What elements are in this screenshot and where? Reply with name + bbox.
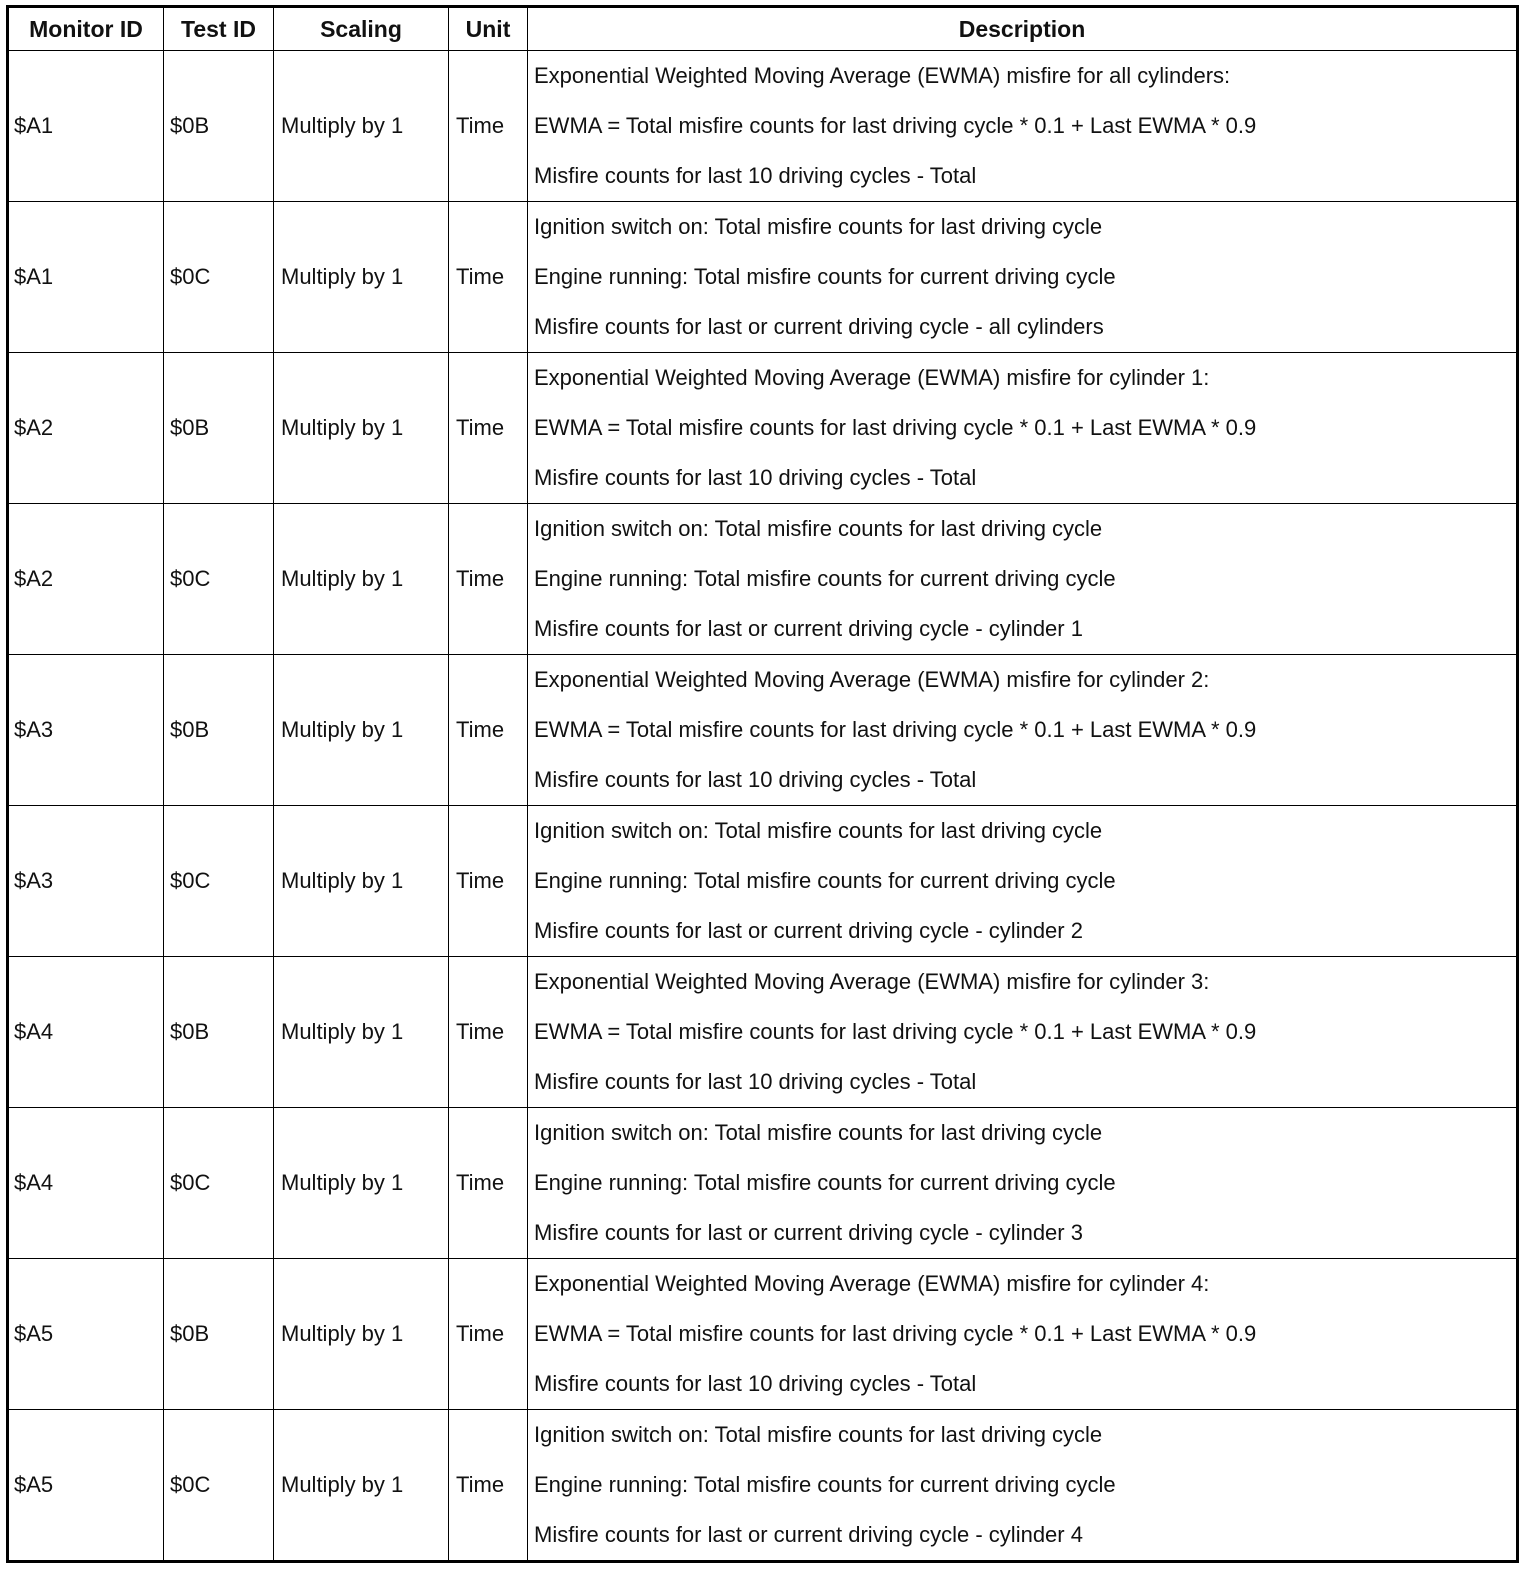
table-row: [8, 1108, 1518, 1259]
description-cell: [528, 504, 1518, 655]
test-id-cell: $0B: [164, 353, 274, 504]
description-line: Misfire counts for last or current driving cycle - cylinder 2: [534, 918, 1083, 943]
monitor-id-cell: $A3: [8, 806, 164, 957]
table-row: [8, 504, 1518, 655]
unit-cell: Time: [449, 957, 528, 1108]
scaling-cell: Multiply by 1: [274, 202, 449, 353]
description-line: Ignition switch on: Total misfire counts for last driving cycle: [534, 1120, 1103, 1145]
monitor-id-cell: $A5: [8, 1259, 164, 1410]
header-test-id: Test ID: [164, 7, 274, 51]
description-cell: [528, 353, 1518, 504]
monitor-test-table: [6, 5, 1519, 1563]
table-row: [8, 353, 1518, 504]
unit-cell: Time: [449, 806, 528, 957]
description-line: Exponential Weighted Moving Average (EWMA) misfire for cylinder 3:: [534, 969, 1210, 994]
description-line: Engine running: Total misfire counts for current driving cycle: [534, 264, 1116, 289]
unit-cell: Time: [449, 1410, 528, 1562]
test-id-cell: $0B: [164, 655, 274, 806]
description-cell: [528, 51, 1518, 202]
scaling-cell: Multiply by 1: [274, 1410, 449, 1562]
description-line: EWMA = Total misfire counts for last driving cycle * 0.1 + Last EWMA * 0.9: [534, 1321, 1257, 1346]
description-line: Ignition switch on: Total misfire counts for last driving cycle: [534, 818, 1103, 843]
description-line: Misfire counts for last 10 driving cycles - Total: [534, 767, 977, 792]
monitor-id-cell: $A1: [8, 202, 164, 353]
description-line: Engine running: Total misfire counts for current driving cycle: [534, 1472, 1116, 1497]
description-cell: [528, 655, 1518, 806]
description-cell: [528, 202, 1518, 353]
table-row: [8, 806, 1518, 957]
description-line: Exponential Weighted Moving Average (EWMA) misfire for cylinder 1:: [534, 365, 1210, 390]
description-line: Ignition switch on: Total misfire counts for last driving cycle: [534, 214, 1103, 239]
table-row: [8, 655, 1518, 806]
scaling-cell: Multiply by 1: [274, 51, 449, 202]
scaling-cell: Multiply by 1: [274, 1259, 449, 1410]
header-monitor-id: Monitor ID: [8, 7, 164, 51]
table-row: [8, 1259, 1518, 1410]
unit-cell: Time: [449, 655, 528, 806]
description-line: Engine running: Total misfire counts for current driving cycle: [534, 1170, 1116, 1195]
scaling-cell: Multiply by 1: [274, 504, 449, 655]
unit-cell: Time: [449, 202, 528, 353]
description-line: Ignition switch on: Total misfire counts for last driving cycle: [534, 1422, 1103, 1447]
header-description: Description: [528, 7, 1518, 51]
description-line: Ignition switch on: Total misfire counts for last driving cycle: [534, 516, 1103, 541]
table-row: [8, 957, 1518, 1108]
description-line: Engine running: Total misfire counts for current driving cycle: [534, 566, 1116, 591]
monitor-id-cell: $A2: [8, 353, 164, 504]
header-scaling: Scaling: [274, 7, 449, 51]
unit-cell: Time: [449, 504, 528, 655]
scaling-cell: Multiply by 1: [274, 957, 449, 1108]
monitor-id-cell: $A2: [8, 504, 164, 655]
test-id-cell: $0B: [164, 51, 274, 202]
monitor-id-cell: $A1: [8, 51, 164, 202]
table-row: [8, 51, 1518, 202]
unit-cell: Time: [449, 353, 528, 504]
description-line: Misfire counts for last 10 driving cycles - Total: [534, 1371, 977, 1396]
description-line: Misfire counts for last or current driving cycle - cylinder 4: [534, 1522, 1083, 1547]
description-line: Misfire counts for last 10 driving cycles - Total: [534, 1069, 977, 1094]
scaling-cell: Multiply by 1: [274, 1108, 449, 1259]
description-line: EWMA = Total misfire counts for last driving cycle * 0.1 + Last EWMA * 0.9: [534, 113, 1257, 138]
test-id-cell: $0C: [164, 504, 274, 655]
monitor-id-cell: $A5: [8, 1410, 164, 1562]
test-id-cell: $0C: [164, 202, 274, 353]
table-row: [8, 1410, 1518, 1562]
description-line: Exponential Weighted Moving Average (EWMA) misfire for cylinder 2:: [534, 667, 1210, 692]
description-line: EWMA = Total misfire counts for last driving cycle * 0.1 + Last EWMA * 0.9: [534, 415, 1257, 440]
table-row: [8, 202, 1518, 353]
unit-cell: Time: [449, 51, 528, 202]
monitor-id-cell: $A3: [8, 655, 164, 806]
unit-cell: Time: [449, 1259, 528, 1410]
description-line: Misfire counts for last or current driving cycle - cylinder 3: [534, 1220, 1083, 1245]
test-id-cell: $0C: [164, 1108, 274, 1259]
test-id-cell: $0C: [164, 806, 274, 957]
test-id-cell: $0B: [164, 957, 274, 1108]
test-id-cell: $0B: [164, 1259, 274, 1410]
description-cell: [528, 1410, 1518, 1562]
description-line: Misfire counts for last or current driving cycle - cylinder 1: [534, 616, 1083, 641]
scaling-cell: Multiply by 1: [274, 353, 449, 504]
description-line: EWMA = Total misfire counts for last driving cycle * 0.1 + Last EWMA * 0.9: [534, 1019, 1257, 1044]
monitor-id-cell: $A4: [8, 1108, 164, 1259]
description-line: Engine running: Total misfire counts for current driving cycle: [534, 868, 1116, 893]
scaling-cell: Multiply by 1: [274, 655, 449, 806]
header-unit: Unit: [449, 7, 528, 51]
unit-cell: Time: [449, 1108, 528, 1259]
description-line: Exponential Weighted Moving Average (EWMA) misfire for cylinder 4:: [534, 1271, 1210, 1296]
description-line: Misfire counts for last 10 driving cycles - Total: [534, 163, 977, 188]
description-cell: [528, 1108, 1518, 1259]
test-id-cell: $0C: [164, 1410, 274, 1562]
scaling-cell: Multiply by 1: [274, 806, 449, 957]
description-line: Misfire counts for last 10 driving cycles - Total: [534, 465, 977, 490]
description-cell: [528, 957, 1518, 1108]
description-line: EWMA = Total misfire counts for last driving cycle * 0.1 + Last EWMA * 0.9: [534, 717, 1257, 742]
description-cell: [528, 806, 1518, 957]
description-line: Exponential Weighted Moving Average (EWMA) misfire for all cylinders:: [534, 63, 1231, 88]
table-header-row: [8, 7, 1518, 51]
monitor-id-cell: $A4: [8, 957, 164, 1108]
description-cell: [528, 1259, 1518, 1410]
description-line: Misfire counts for last or current driving cycle - all cylinders: [534, 314, 1104, 339]
